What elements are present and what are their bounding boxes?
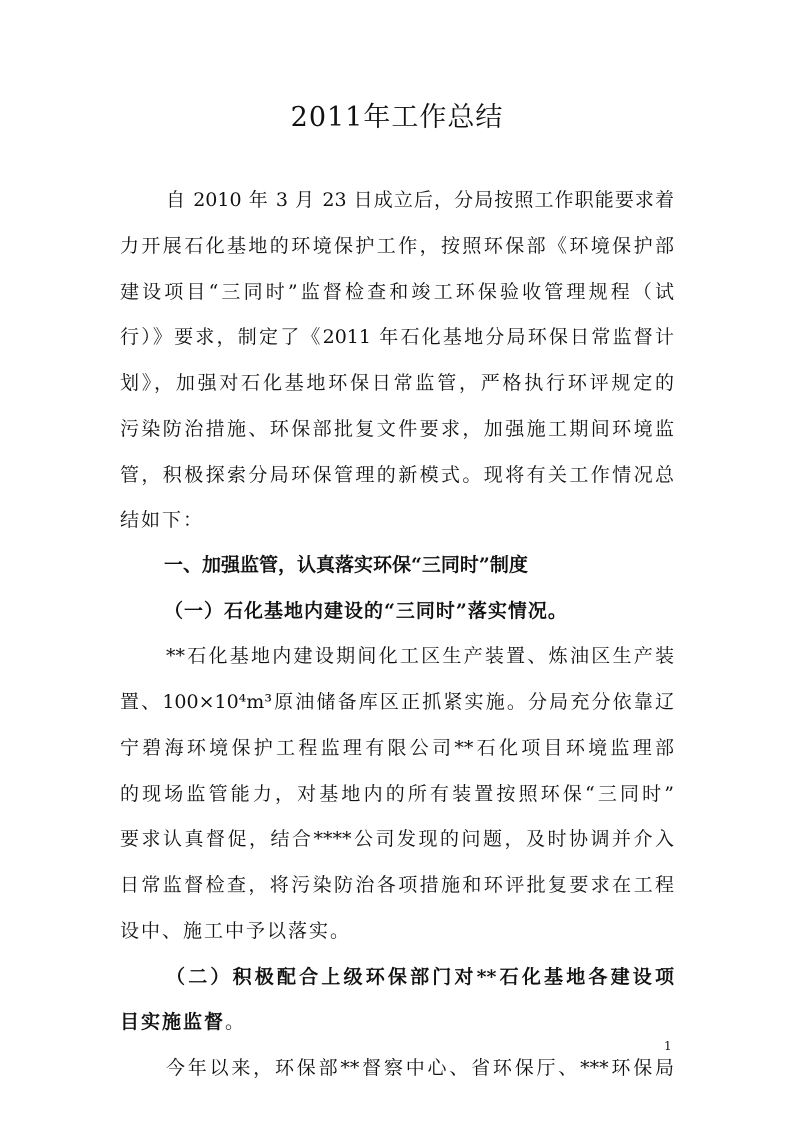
paragraph-line: 建设项目“三同时”监督检查和竣工环保验收管理规程（试 [120,281,674,303]
paragraph-line: 置、100×10⁴m³原油储备库区正抓紧实施。分局充分依靠辽 [120,691,674,713]
paragraph-line: 的现场监管能力，对基地内的所有装置按照环保“三同时” [120,783,674,805]
paragraph-line: 力开展石化基地的环境保护工作，按照环保部《环境保护部 [120,235,674,257]
paragraph-line: 划》，加强对石化基地环保日常监管，严格执行环评规定的 [120,372,674,394]
paragraph-line: 行）》要求，制定了《2011 年石化基地分局环保日常监督计 [120,326,674,348]
paragraph-line: **石化基地内建设期间化工区生产装置、炼油区生产装 [166,645,674,667]
section-heading: 一、加强监管，认真落实环保“三同时”制度 [164,554,528,576]
paragraph-line: 设中、施工中予以落实。 [120,920,352,942]
paragraph-line: 要求认真督促，结合****公司发现的问题，及时协调并介入 [120,828,674,850]
subsection-heading-continued [120,1007,244,1037]
subsection-heading: （一）石化基地内建设的“三同时”落实情况。 [164,600,568,622]
subsection-heading-end: 目实施监督 [120,1011,226,1033]
subsection-heading: （二）积极配合上级环保部门对**石化基地各建设项 [166,966,674,988]
paragraph-line: 今年以来，环保部**督察中心、省环保厅、***环保局 [166,1057,674,1079]
paragraph-line: 结如下： [120,509,205,531]
paragraph-line: 宁碧海环境保护工程监理有限公司**石化项目环境监理部 [120,737,674,759]
paragraph-line: 污染防治措施、环保部批复文件要求，加强施工期间环境监 [120,418,674,440]
paragraph-line: 管，积极探索分局环保管理的新模式。现将有关工作情况总 [120,464,674,486]
subsection-heading-period: 。 [225,1011,245,1033]
paragraph-line: 自 2010 年 3 月 23 日成立后，分局按照工作职能要求着 [166,189,674,211]
page-number: 1 [664,1039,672,1053]
paragraph-line: 日常监督检查，将污染防治各项措施和环评批复要求在工程 [120,874,674,896]
document-title: 2011年工作总结 [290,102,504,133]
